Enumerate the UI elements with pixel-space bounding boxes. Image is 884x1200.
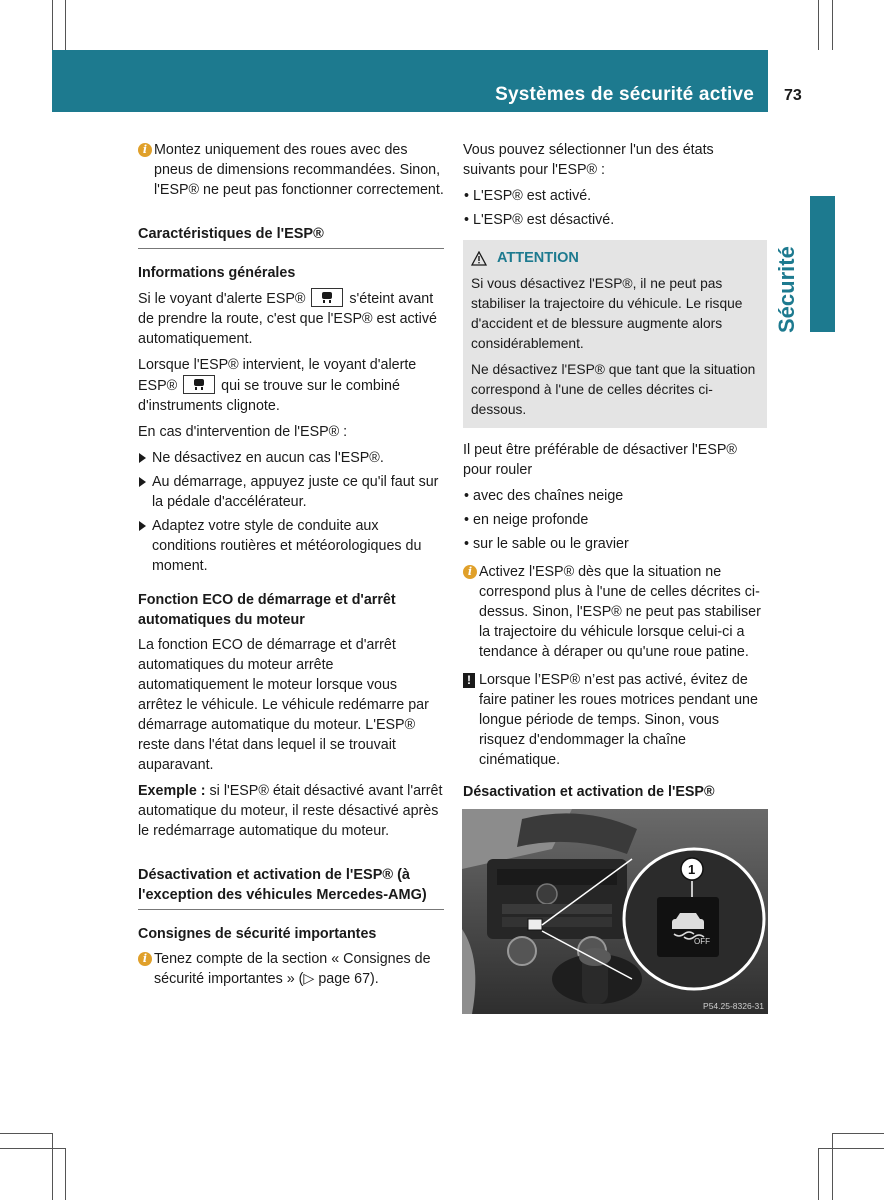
paragraph: La fonction ECO de démarrage et d'arrêt automatiques du moteur arrête automatiquement le moteur lorsque vous arrêtez le véhicule. Le véhicule redémarre par démarrage automatique du moteur. L'ESP® reste dans l'état dans lequel il se trouvait auparavant. <box>138 637 429 773</box>
info-note: i Activez l'ESP® dès que la situation ne correspond plus à l'une de celles décrites ci-dessus. Sinon, l'ESP® ne peut pas stabiliser la trajectoire du véhicule lorsque celui-ci a tendance à déraper ou qu'une roue patine. <box>463 562 767 662</box>
dashboard-photo <box>462 809 768 1014</box>
header-bar <box>52 50 768 112</box>
info-note: i Tenez compte de la section « Consignes de sécurité importantes » (▷ page 67). <box>138 949 444 989</box>
info-icon: i <box>138 952 152 966</box>
side-tab-marker <box>810 196 835 332</box>
esp-warning-lamp-icon <box>183 375 215 394</box>
crop-mark <box>832 1133 833 1200</box>
list-item: • sur le sable ou le gravier <box>463 534 767 554</box>
crop-mark <box>52 1133 53 1200</box>
section-title: Caractéristiques de l'ESP® <box>138 224 444 249</box>
esp-button-illustration <box>462 809 768 1014</box>
paragraph: Il peut être préférable de désactiver l'ESP® pour rouler <box>463 442 737 478</box>
instruction-item: Au démarrage, appuyez juste ce qu'il faut sur la pédale d'accélérateur. <box>138 472 444 512</box>
right-column <box>463 140 767 807</box>
figure-code: P54.25-8326-31 <box>703 1001 764 1011</box>
section-title: Désactivation et activation de l'ESP® (à l'exception des véhicules Mercedes-AMG) <box>138 865 444 910</box>
crop-mark <box>0 1133 52 1134</box>
paragraph: En cas d'intervention de l'ESP® : <box>138 424 348 440</box>
crop-mark <box>832 1133 884 1134</box>
warning-triangle-icon <box>471 251 487 266</box>
crop-mark <box>818 0 819 50</box>
list-item: • L'ESP® est activé. <box>463 186 767 206</box>
page-number: 73 <box>784 87 802 104</box>
paragraph: Exemple : si l'ESP® était désactivé avant l'arrêt automatique du moteur, il reste désactivé après le redémarrage automatique du moteur. <box>138 783 443 839</box>
callout-number: 1 <box>688 862 696 877</box>
exclamation-icon: ! <box>463 673 475 688</box>
instruction-item: Adaptez votre style de conduite aux conditions routières et météorologiques du moment. <box>138 516 444 576</box>
warning-text: Ne désactivez l'ESP® que tant que la situation correspond à l'une de celles décrites ci-dessous. <box>471 362 756 417</box>
header-title: Systèmes de sécurité active <box>495 84 754 105</box>
paragraph: Lorsque l'ESP® intervient, le voyant d'alerte ESP® qui se trouve sur le combiné d'instruments clignote. <box>138 357 417 414</box>
info-icon: i <box>463 565 477 579</box>
crop-mark <box>818 1148 884 1149</box>
left-column <box>138 140 444 995</box>
crop-mark <box>818 1148 819 1200</box>
crop-mark <box>52 0 53 50</box>
esp-warning-lamp-icon <box>311 288 343 307</box>
crop-mark <box>0 1148 65 1149</box>
list-item: • avec des chaînes neige <box>463 486 767 506</box>
info-note: i Montez uniquement des roues avec des pneus de dimensions recommandées. Sinon, l'ESP® ne peut pas fonctionner correctement. <box>138 140 444 200</box>
list-item: • L'ESP® est désactivé. <box>463 210 767 230</box>
example-label: Exemple : <box>138 783 206 799</box>
subsection-title: Fonction ECO de démarrage et d'arrêt automatiques du moteur <box>138 592 396 628</box>
info-icon: i <box>138 143 152 157</box>
subsection-title: Consignes de sécurité importantes <box>138 926 377 942</box>
crop-mark <box>65 1148 66 1200</box>
side-tab <box>768 218 808 338</box>
crop-mark <box>832 0 833 50</box>
paragraph: Vous pouvez sélectionner l'un des états suivants pour l'ESP® : <box>463 142 714 178</box>
subsection-title: Désactivation et activation de l'ESP® <box>463 784 715 800</box>
button-off-label: OFF <box>694 937 710 946</box>
list-item: • en neige profonde <box>463 510 767 530</box>
subsection-title: Informations générales <box>138 265 296 281</box>
crop-mark <box>65 0 66 50</box>
warning-text: Si vous désactivez l'ESP®, il ne peut pas stabiliser la trajectoire du véhicule. Le risque d'accident et de blessure augmente alors considérablement. <box>471 276 743 351</box>
instruction-item: Ne désactivez en aucun cas l'ESP®. <box>138 448 444 468</box>
warning-title: ATTENTION <box>471 248 759 268</box>
paragraph: Si le voyant d'alerte ESP® s'éteint avant de prendre la route, c'est que l'ESP® est activé automatiquement. <box>138 288 444 349</box>
side-tab-label: Sécurité <box>774 246 799 333</box>
warning-box <box>463 240 767 428</box>
damage-note: ! Lorsque l’ESP® n’est pas activé, évitez de faire patiner les roues motrices pendant une longue période de temps. Sinon, vous risquez d'endommager la chaîne cinématique. <box>463 670 767 770</box>
